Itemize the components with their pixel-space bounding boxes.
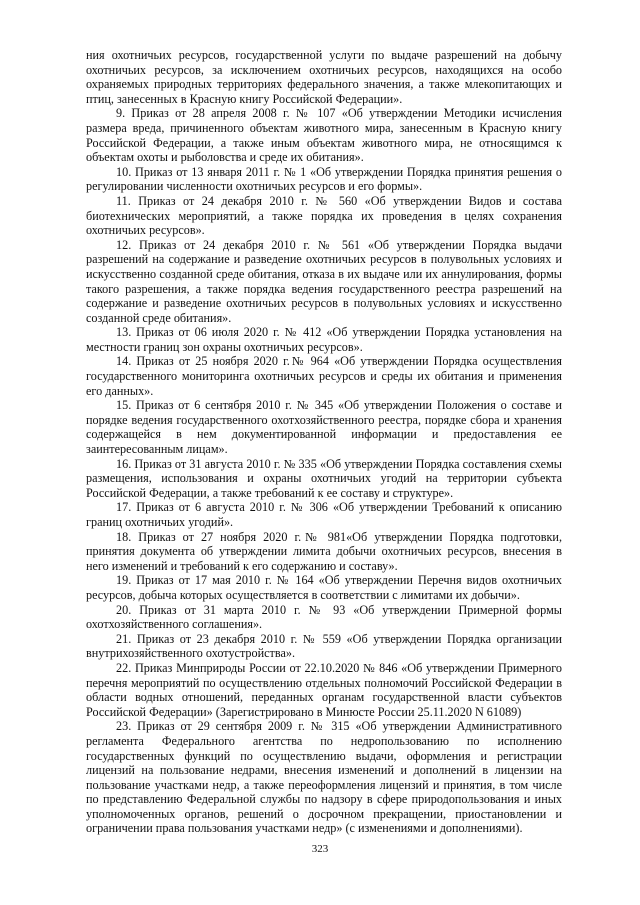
list-item-19: 19. Приказ от 17 мая 2010 г. № 164 «Об утверждении Перечня видов охотничьих ресурсов, добыча которых осуществляется в соответствии с лимитами их добычи». [86, 573, 562, 602]
list-item-10: 10. Приказ от 13 января 2011 г. № 1 «Об утверждении Порядка принятия решения о регулировании численности охотничьих ресурсов и его формы». [86, 164, 562, 194]
continuation-paragraph: ния охотничьих ресурсов, государственной услуги по выдаче разрешений на добычу охотничьих ресурсов, за исключением охотничьих ресурсов, находящихся на особо охраняемых природных территориях федерального значения, а также млекопитающих и птиц, занесенных в Красную книгу Российской Федерации». [86, 48, 562, 106]
list-item-17: 17. Приказ от 6 августа 2010 г. № 306 «Об утверждении Требований к описанию границ охотничьих угодий». [86, 500, 562, 529]
list-item-13: 13. Приказ от 06 июля 2020 г. № 412 «Об утверждении Порядка установления на местности границ зон охраны охотничьих ресурсов». [86, 325, 562, 354]
list-item-12: 12. Приказ от 24 декабря 2010 г. № 561 «Об утверждении Порядка выдачи разрешений на содержание и разведение охотничьих ресурсов в полувольных условиях и искусственно созданной среде обитания, отказа в их выдаче или их аннулирования, формы такого разрешения, а также порядка ведения государственного реестра разрешений на содержание и разведение охотничьих ресурсов в полувольных условиях и искусственно созданной среде обитания». [86, 237, 562, 325]
list-item-16: 16. Приказ от 31 августа 2010 г. № 335 «Об утверждении Порядка составления схемы размещения, использования и охраны охотничьих угодий на территории субъекта Российской Федерации, а также требований к ее составу и структуре». [86, 456, 562, 500]
list-item-22: 22. Приказ Минприроды России от 22.10.2020 № 846 «Об утверждении Примерного перечня мероприятий по осуществлению отдельных полномочий Российской Федерации в области водных отношений, переданных органам государственной власти субъектов Российской Федерации» (Зарегистрировано в Минюсте России 25.11.2020 N 61089) [86, 660, 562, 719]
document-body [86, 48, 562, 836]
list-item-23: 23. Приказ от 29 сентября 2009 г. № 315 «Об утверждении Административного регламента Федерального агентства по недропользованию по исполнению государственных функций по осуществлению выдачи, оформления и регистрации лицензий на пользование недрами, внесения изменений и дополнений в лицензии на пользование участками недр, а также переоформления лицензий и принятия, в том числе по представлению Федеральной службы по надзору в сфере природопользования и иных уполномоченных органов, решений о досрочном прекращении, приостановлении и ограничении права пользования участками недр» (с изменениями и дополнениями). [86, 719, 562, 836]
page-number: 323 [311, 843, 329, 855]
list-item-14: 14. Приказ от 25 ноября 2020 г.№ 964 «Об утверждении Порядка осуществления государственного мониторинга охотничьих ресурсов и среды их обитания и применения его данных». [86, 354, 562, 398]
list-item-18: 18. Приказ от 27 ноября 2020 г.№ 981«Об утверждении Порядка подготовки, принятия документа об утверждении лимита добычи охотничьих ресурсов, внесения в него изменений и требований к его содержанию и составу». [86, 529, 562, 573]
list-item-21: 21. Приказ от 23 декабря 2010 г. № 559 «Об утверждении Порядка организации внутрихозяйственного охотустройства». [86, 631, 562, 661]
list-item-11: 11. Приказ от 24 декабря 2010 г. № 560 «Об утверждении Видов и состава биотехнических мероприятий, а также порядка их проведения в целях сохранения охотничьих ресурсов». [86, 193, 562, 238]
list-item-20: 20. Приказ от 31 марта 2010 г. № 93 «Об утверждении Примерной формы охотхозяйственного соглашения». [86, 602, 562, 632]
list-item-9: 9. Приказ от 28 апреля 2008 г. № 107 «Об утверждении Методики исчисления размера вреда, причиненного объектам животного мира, занесенным в Красную книгу Российской Федерации, а также иным объектам животного мира, не относящимся к объектам охоты и рыболовства и среде их обитания». [86, 106, 562, 165]
list-item-15: 15. Приказ от 6 сентября 2010 г. № 345 «Об утверждении Положения о составе и порядке ведения государственного охотхозяйственного реестра, порядке сбора и хранения содержащейся в нем документированной информации и предоставления ее заинтересованным лицам». [86, 398, 562, 457]
